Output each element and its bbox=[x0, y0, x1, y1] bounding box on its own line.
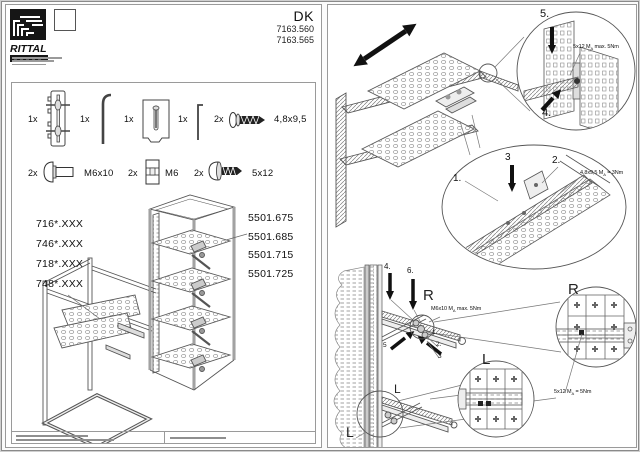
frame-model: 746*.XXX bbox=[36, 238, 84, 250]
step-number: 2. bbox=[552, 155, 561, 166]
right-panel bbox=[327, 4, 637, 448]
torque-text: 5x12 M bbox=[554, 389, 572, 395]
step-number: 4. bbox=[384, 262, 391, 271]
qty-label: 2x bbox=[128, 168, 138, 178]
title-block-text bbox=[16, 439, 114, 441]
rack-drawing bbox=[150, 195, 234, 390]
header-block bbox=[276, 8, 314, 46]
qty-label: 1x bbox=[80, 114, 90, 124]
shelf-part-number: 5501.725 bbox=[248, 267, 294, 280]
frame-model: 748*.XXX bbox=[36, 278, 84, 290]
size-label: 4,8x9,5 bbox=[274, 114, 307, 125]
size-label: M6 bbox=[165, 168, 179, 179]
fine-print bbox=[12, 57, 64, 67]
shelf-part-number: 5501.715 bbox=[248, 249, 294, 261]
title-block-divider bbox=[164, 432, 165, 444]
size-label: M6x10 bbox=[84, 168, 114, 179]
size-label: 5x12 bbox=[252, 168, 274, 179]
corner-detail-circle bbox=[442, 145, 626, 283]
torque-label bbox=[431, 307, 481, 313]
detail-label-l: L bbox=[482, 351, 491, 368]
torque-text: max. 5Nm bbox=[593, 44, 619, 50]
step-number: 1. bbox=[453, 173, 462, 184]
step-number: 5. bbox=[540, 8, 550, 20]
rack-shelves bbox=[152, 230, 230, 368]
left-panel bbox=[5, 4, 322, 448]
part-number: 7163.565 bbox=[276, 35, 314, 45]
torque-text: max. 5Nm bbox=[455, 306, 482, 312]
lower-slide bbox=[382, 397, 457, 432]
step-number: 3 bbox=[505, 152, 511, 163]
torque-sub: A bbox=[603, 172, 606, 178]
torque-sub: A bbox=[571, 391, 575, 397]
title-block bbox=[12, 431, 315, 443]
top-detail-circle bbox=[517, 12, 635, 137]
torque-label bbox=[573, 45, 619, 51]
content-box bbox=[11, 82, 316, 444]
language-code: DK bbox=[293, 8, 314, 24]
detail-r-circle bbox=[556, 287, 636, 367]
torque-text: = 5Nm bbox=[574, 389, 592, 395]
part-number: 7163.560 bbox=[276, 24, 314, 34]
fine-print-line bbox=[12, 57, 62, 59]
frame-model: 718*.XXX bbox=[36, 258, 84, 270]
fine-print-line bbox=[12, 64, 46, 66]
shelf-part-number: 5501.685 bbox=[248, 230, 294, 243]
callout-number: 3 bbox=[438, 353, 442, 360]
side-label-r: R bbox=[423, 287, 434, 304]
revision-box bbox=[54, 9, 76, 31]
shelf-part-number: 5501.675 bbox=[248, 212, 294, 224]
torque-text: 5x12 M bbox=[573, 44, 591, 50]
torque-label bbox=[580, 171, 623, 177]
shelf-models-leader bbox=[226, 234, 247, 240]
slide-direction-arrow bbox=[350, 18, 420, 71]
title-block-text bbox=[16, 435, 88, 437]
qty-label: 1x bbox=[124, 114, 134, 124]
callout-number: 2. bbox=[436, 341, 442, 348]
torque-label bbox=[554, 390, 591, 396]
fine-print-line bbox=[12, 60, 54, 62]
torque-sub: A bbox=[452, 308, 456, 314]
brand-wordmark: RITTAL bbox=[10, 43, 47, 55]
step-number: 5 bbox=[383, 342, 387, 349]
torque-sub: A bbox=[590, 46, 594, 52]
qty-label: 2x bbox=[214, 114, 224, 124]
shelf-part-number-list bbox=[248, 209, 293, 283]
torque-text: M6x10 M bbox=[431, 306, 453, 312]
title-block-text bbox=[170, 437, 226, 439]
qty-label: 2x bbox=[28, 168, 38, 178]
qty-label: 1x bbox=[178, 114, 188, 124]
qty-label: 1x bbox=[28, 114, 38, 124]
step-number: 4. bbox=[542, 107, 552, 119]
side-label-l-mid: L bbox=[394, 382, 401, 396]
assembly-drawing bbox=[328, 5, 636, 447]
torque-text: 4,8x9,5 M bbox=[580, 170, 604, 176]
qty-label: 2x bbox=[194, 168, 204, 178]
detail-label-r: R bbox=[568, 281, 579, 298]
step-number: 6. bbox=[407, 266, 414, 275]
torque-text: = 3Nm bbox=[605, 170, 624, 176]
callout-number: 1. bbox=[432, 329, 438, 336]
frame-model-list bbox=[36, 214, 83, 294]
side-label-l-bottom: L bbox=[346, 424, 354, 440]
frame-model: 716*.XXX bbox=[36, 218, 84, 230]
